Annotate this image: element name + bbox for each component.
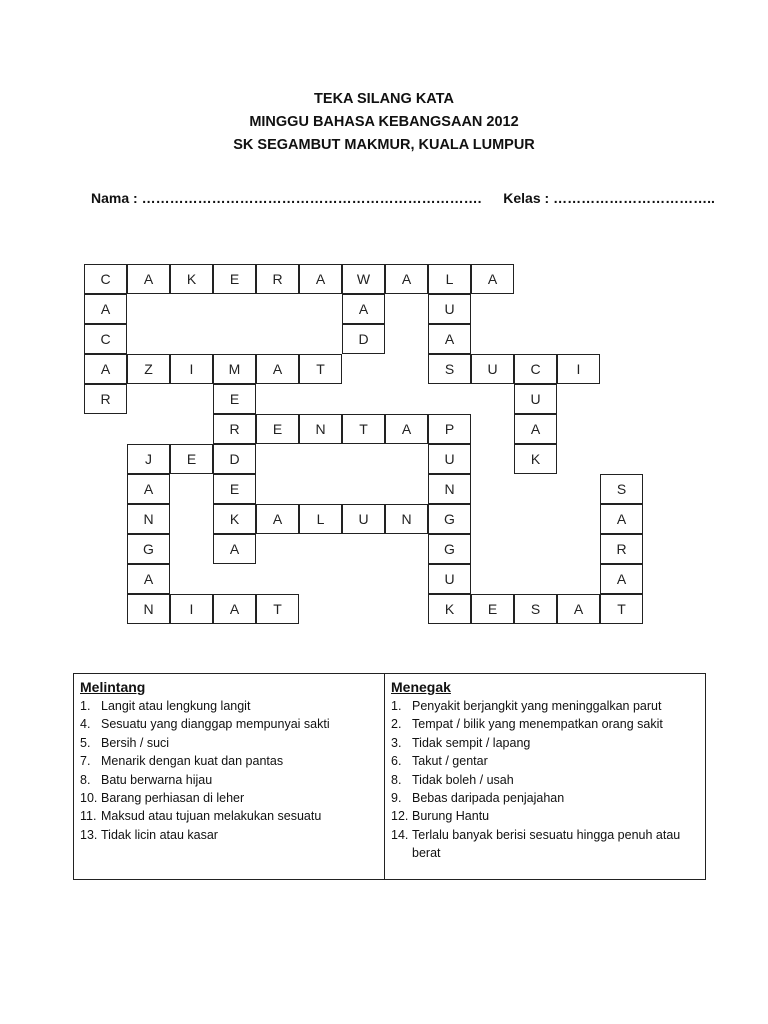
grid-cell[interactable]: U (428, 444, 471, 474)
grid-cell[interactable]: T (256, 594, 299, 624)
grid-cell[interactable]: A (385, 414, 428, 444)
clue-text: Terlalu banyak berisi sesuatu hingga penuh atau berat (412, 827, 681, 861)
clue-text: Tidak boleh / usah (412, 772, 514, 787)
grid-cell[interactable]: A (127, 564, 170, 594)
grid-cell[interactable]: D (213, 444, 256, 474)
clue-item (391, 789, 705, 807)
grid-cell[interactable]: K (428, 594, 471, 624)
clue-text: Langit atau lengkung langit (101, 699, 251, 713)
clue-number: 1. (391, 699, 402, 713)
clue-number: 5. (80, 735, 91, 750)
clue-number: 8. (80, 772, 91, 787)
grid-cell[interactable]: E (170, 444, 213, 474)
grid-cell[interactable]: A (256, 504, 299, 534)
clue-text: Bebas daripada penjajahan (412, 791, 565, 806)
grid-cell[interactable]: K (170, 264, 213, 294)
grid-cell[interactable]: K (213, 504, 256, 534)
clue-text: Barang perhiasan di leher (101, 791, 245, 806)
clue-item (80, 771, 384, 789)
grid-cell[interactable]: U (471, 354, 514, 384)
grid-cell[interactable]: G (127, 534, 170, 564)
clue-number: 2. (391, 717, 402, 732)
clue-item (391, 826, 705, 863)
clue-text: Tempat / bilik yang menempatkan orang sakit (412, 717, 663, 732)
across-clues (74, 674, 385, 879)
grid-cell[interactable]: A (557, 594, 600, 624)
clue-text: Burung Hantu (412, 809, 490, 824)
grid-cell[interactable]: E (213, 264, 256, 294)
clue-number: 8. (391, 772, 402, 787)
grid-cell[interactable]: E (213, 384, 256, 414)
grid-cell[interactable]: T (342, 414, 385, 444)
grid-cell[interactable]: N (299, 414, 342, 444)
clue-item (80, 826, 384, 844)
clue-text: Bersih / suci (101, 735, 170, 750)
name-label: Nama : (91, 190, 138, 206)
grid-cell[interactable]: A (471, 264, 514, 294)
grid-cell[interactable]: A (256, 354, 299, 384)
grid-cell[interactable]: I (170, 594, 213, 624)
clue-item (80, 752, 384, 770)
grid-cell[interactable]: U (428, 564, 471, 594)
worksheet-title: TEKA SILANG KATA (314, 91, 454, 107)
grid-cell[interactable]: A (600, 504, 643, 534)
grid-cell[interactable]: C (84, 264, 127, 294)
clue-number: 7. (80, 754, 91, 769)
grid-cell[interactable]: T (600, 594, 643, 624)
grid-cell[interactable]: U (342, 504, 385, 534)
grid-cell[interactable]: C (84, 324, 127, 354)
grid-cell[interactable]: S (514, 594, 557, 624)
grid-cell[interactable]: E (213, 474, 256, 504)
name-blank[interactable]: ………………………………………………………………. (141, 190, 482, 206)
grid-cell[interactable]: A (127, 474, 170, 504)
grid-cell[interactable]: N (385, 504, 428, 534)
clue-number: 14. (391, 827, 409, 842)
clue-text: Penyakit berjangkit yang meninggalkan parut (412, 699, 662, 713)
grid-cell[interactable]: E (471, 594, 514, 624)
clue-number: 9. (391, 791, 402, 806)
down-list (391, 697, 705, 863)
clue-text: Menarik dengan kuat dan pantas (101, 754, 284, 769)
class-blank[interactable]: …………………………….. (553, 190, 715, 206)
clue-text: Tidak licin atau kasar (101, 827, 218, 842)
clue-number: 10. (80, 791, 98, 806)
grid-cell[interactable]: R (600, 534, 643, 564)
clue-number: 6. (391, 754, 402, 769)
clue-item (391, 807, 705, 825)
clue-number: 4. (80, 717, 91, 732)
clue-number: 1. (80, 699, 91, 713)
grid-cell[interactable]: N (428, 474, 471, 504)
clue-number: 13. (80, 827, 98, 842)
grid-cell[interactable]: R (256, 264, 299, 294)
clue-text: Sesuatu yang dianggap mempunyai sakti (101, 717, 330, 732)
grid-cell[interactable]: G (428, 504, 471, 534)
grid-cell[interactable]: W (342, 264, 385, 294)
clue-item (80, 807, 384, 825)
grid-cell[interactable]: A (514, 414, 557, 444)
clue-number: 12. (391, 809, 409, 824)
clue-item (391, 715, 705, 733)
grid-cell[interactable]: U (514, 384, 557, 414)
grid-cell[interactable]: A (428, 324, 471, 354)
worksheet-subtitle: MINGGU BAHASA KEBANGSAAN 2012 (249, 114, 519, 130)
clue-text: Maksud atau tujuan melakukan sesuatu (101, 809, 322, 824)
grid-cell[interactable]: R (213, 414, 256, 444)
clue-item (80, 697, 384, 715)
down-clues (385, 674, 705, 879)
clue-item (80, 715, 384, 733)
school-name: SK SEGAMBUT MAKMUR, KUALA LUMPUR (233, 137, 535, 153)
grid-cell[interactable]: I (170, 354, 213, 384)
grid-cell[interactable]: N (127, 504, 170, 534)
grid-cell[interactable]: L (299, 504, 342, 534)
clue-item (391, 734, 705, 752)
clue-item (391, 697, 705, 715)
grid-cell[interactable]: R (84, 384, 127, 414)
grid-cell[interactable]: T (299, 354, 342, 384)
clue-text: Batu berwarna hijau (101, 772, 213, 787)
class-label: Kelas : (503, 190, 550, 206)
across-list (80, 697, 384, 844)
clue-item (80, 734, 384, 752)
grid-cell[interactable]: C (514, 354, 557, 384)
clue-text: Takut / gentar (412, 754, 488, 769)
grid-cell[interactable]: U (428, 294, 471, 324)
clue-text: Tidak sempit / lapang (412, 735, 531, 750)
grid-cell[interactable]: Z (127, 354, 170, 384)
grid-cell[interactable]: A (213, 594, 256, 624)
grid-cell[interactable]: D (342, 324, 385, 354)
clue-item (80, 789, 384, 807)
grid-cell[interactable]: S (428, 354, 471, 384)
grid-cell[interactable]: A (213, 534, 256, 564)
grid-cell[interactable]: E (256, 414, 299, 444)
grid-cell[interactable]: L (428, 264, 471, 294)
down-heading: Menegak (391, 679, 451, 695)
grid-cell[interactable]: I (557, 354, 600, 384)
grid-cell[interactable]: P (428, 414, 471, 444)
grid-cell[interactable]: A (299, 264, 342, 294)
clues-table (73, 673, 706, 880)
grid-cell[interactable]: N (127, 594, 170, 624)
grid-cell[interactable]: A (84, 294, 127, 324)
grid-cell[interactable]: M (213, 354, 256, 384)
grid-cell[interactable]: A (600, 564, 643, 594)
grid-cell[interactable]: A (342, 294, 385, 324)
grid-cell[interactable]: S (600, 474, 643, 504)
clue-number: 11. (80, 809, 97, 824)
grid-cell[interactable]: K (514, 444, 557, 474)
clue-item (391, 771, 705, 789)
clue-number: 3. (391, 735, 402, 750)
across-heading: Melintang (80, 679, 146, 695)
grid-cell[interactable]: J (127, 444, 170, 474)
grid-cell[interactable]: G (428, 534, 471, 564)
clue-item (391, 752, 705, 770)
grid-cell[interactable]: A (385, 264, 428, 294)
grid-cell[interactable]: A (127, 264, 170, 294)
grid-cell[interactable]: A (84, 354, 127, 384)
